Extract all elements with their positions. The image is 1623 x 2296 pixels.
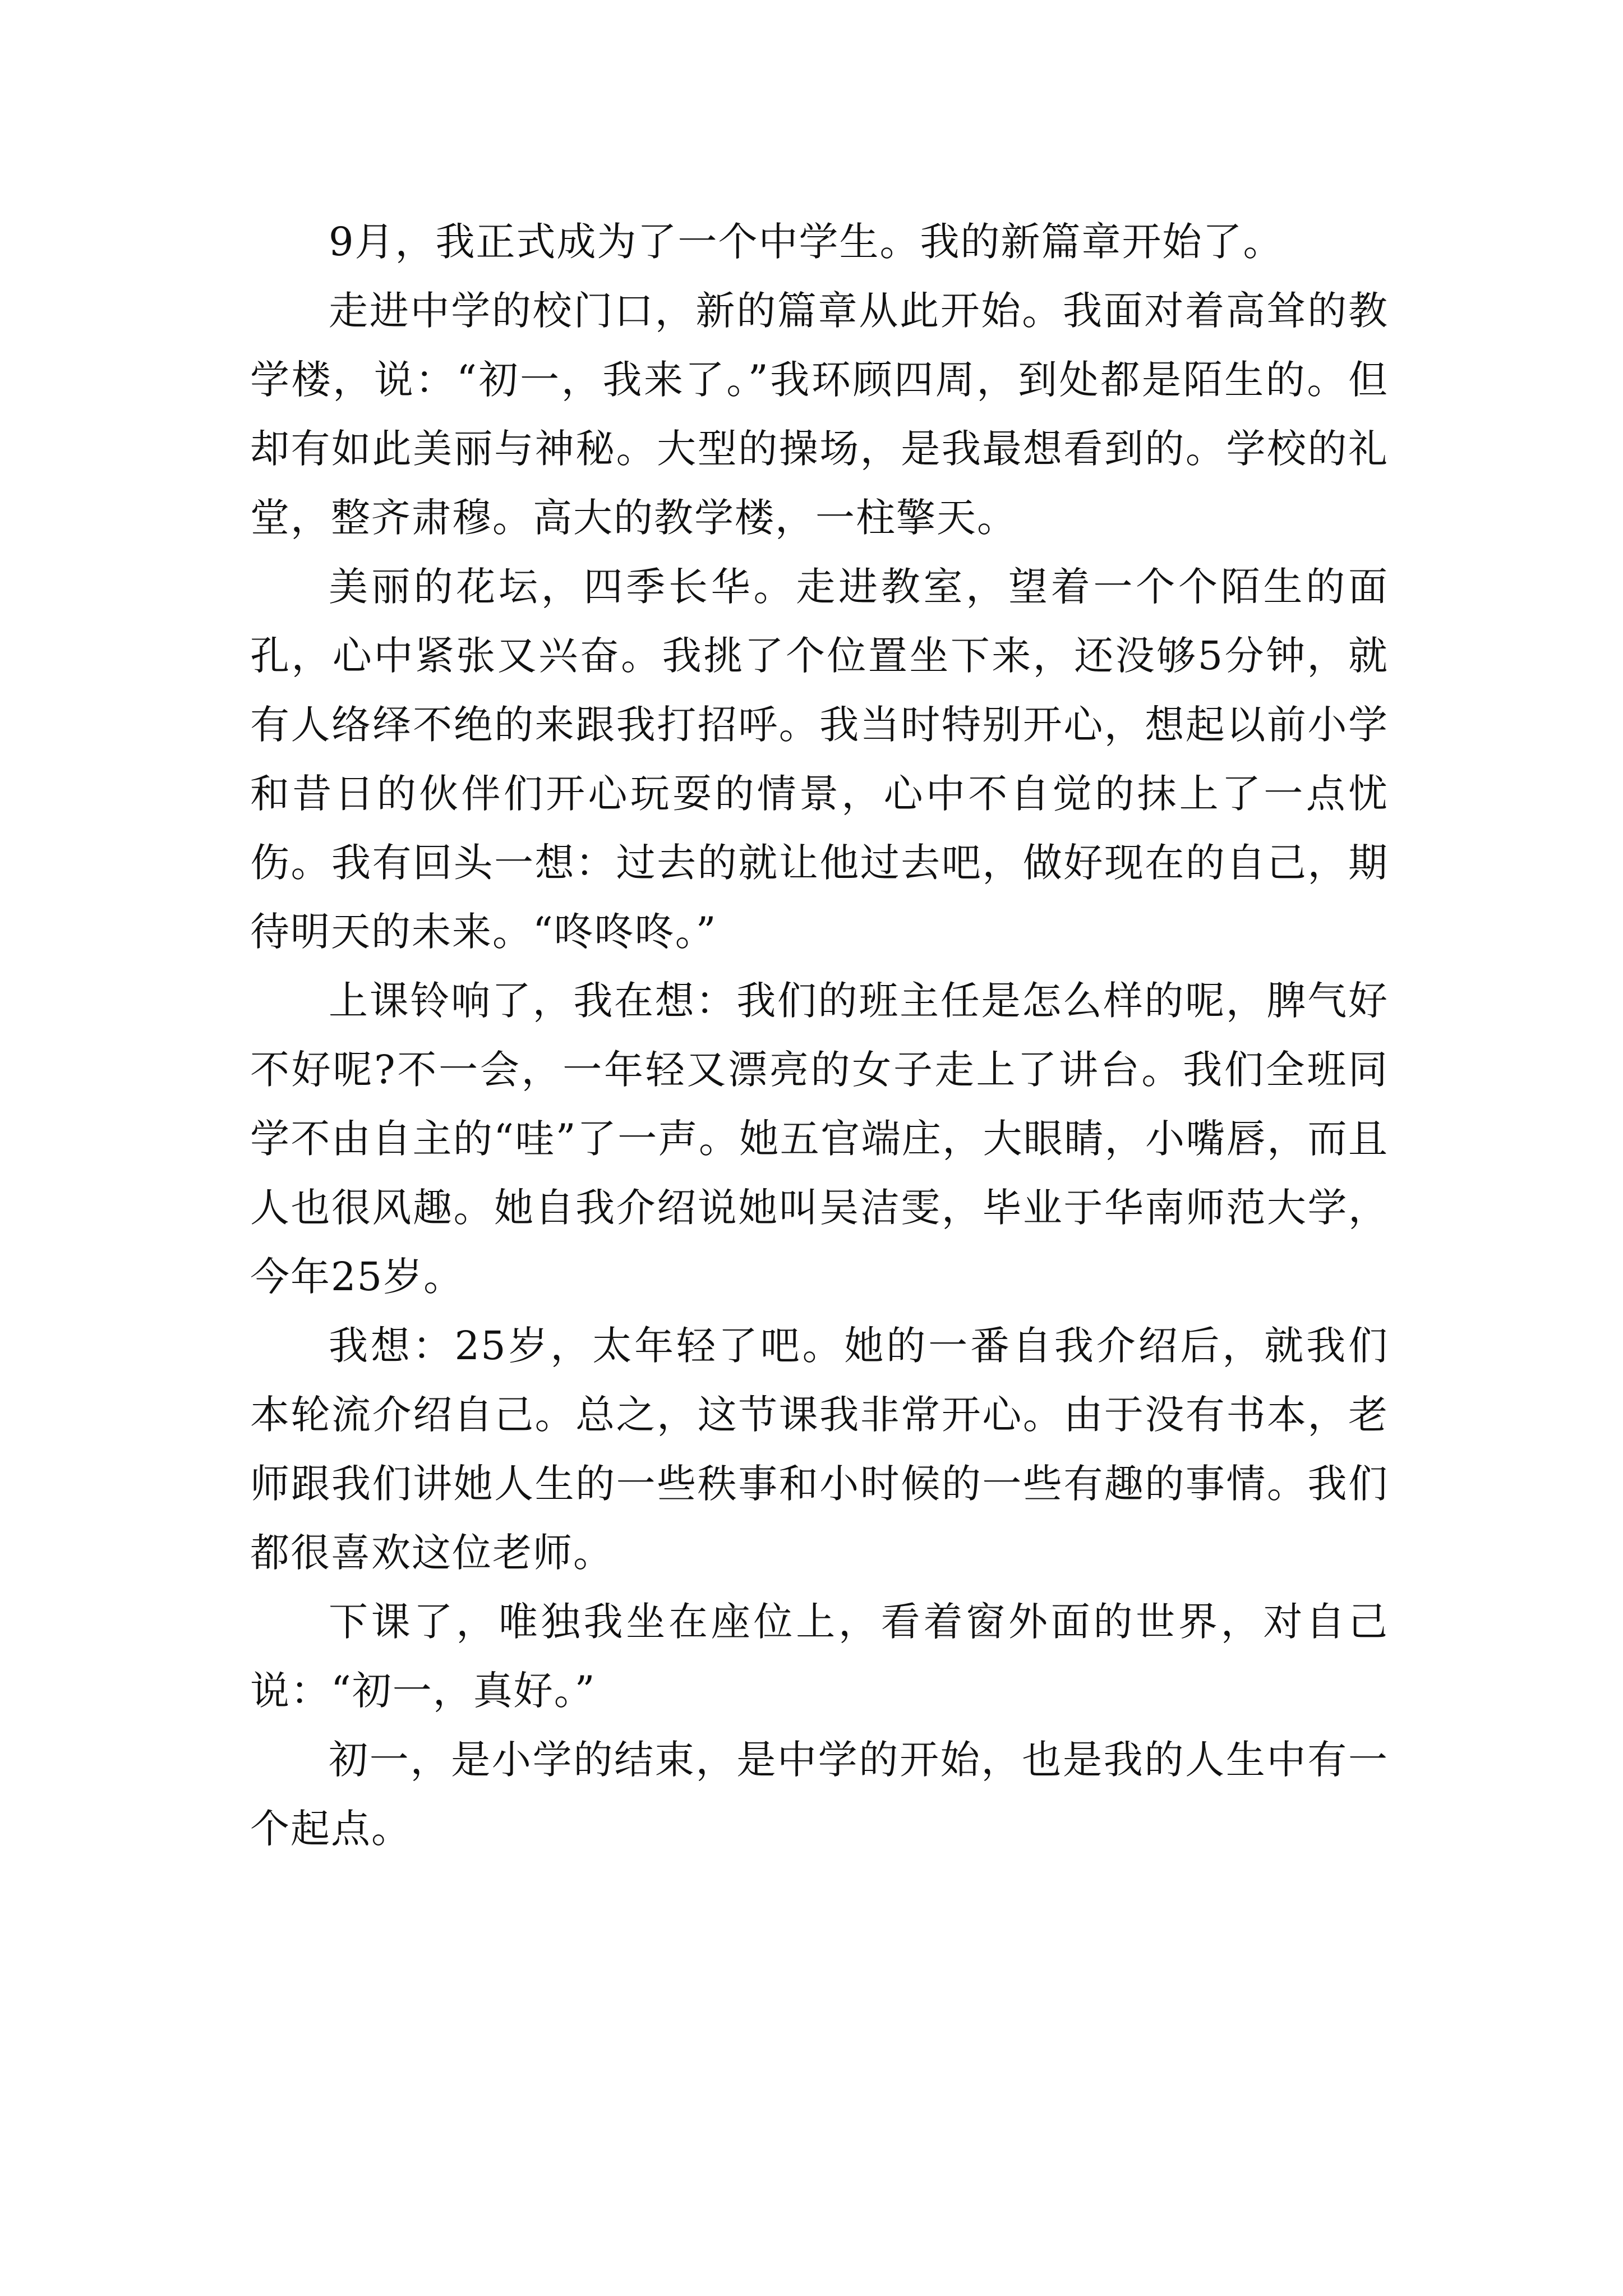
paragraph-1: 9月，我正式成为了一个中学生。我的新篇章开始了。: [329, 219, 1284, 265]
paragraph-5: 我想：25岁，太年轻了吧。她的一番自我介绍后，就我们本轮流介绍自己。总之，这节课我非常开心。由于没有书本，老师跟我们讲她人生的一些秩事和小时候的一些有趣的事情。我们都很喜欢这位老师。: [250, 1323, 1389, 1576]
essay-body: [250, 208, 1389, 1864]
paragraph-7: 初一，是小学的结束，是中学的开始，也是我的人生中有一个起点。: [250, 1737, 1389, 1852]
paragraph-3: 美丽的花坛，四季长华。走进教室，望着一个个陌生的面孔，心中紧张又兴奋。我挑了个位置坐下来，还没够5分钟，就有人络绎不绝的来跟我打招呼。我当时特别开心，想起以前小学和昔日的伙伴们开心玩耍的情景，心中不自觉的抹上了一点忧伤。我有回头一想：过去的就让他过去吧，做好现在的自己，期待明天的未来。“咚咚咚。”: [250, 564, 1389, 955]
paragraph-4: 上课铃响了，我在想：我们的班主任是怎么样的呢，脾气好不好呢?不一会，一年轻又漂亮的女子走上了讲台。我们全班同学不由自主的“哇”了一声。她五官端庄，大眼睛，小嘴唇，而且人也很风趣。她自我介绍说她叫吴洁雯，毕业于华南师范大学，今年25岁。: [250, 978, 1389, 1300]
paragraph-2: 走进中学的校门口，新的篇章从此开始。我面对着高耸的教学楼，说：“初一，我来了。”我环顾四周，到处都是陌生的。但却有如此美丽与神秘。大型的操场，是我最想看到的。学校的礼堂，整齐肃穆。高大的教学楼，一柱擎天。: [250, 288, 1389, 541]
paragraph-6: 下课了，唯独我坐在座位上，看着窗外面的世界，对自己说：“初一，真好。”: [250, 1599, 1389, 1714]
